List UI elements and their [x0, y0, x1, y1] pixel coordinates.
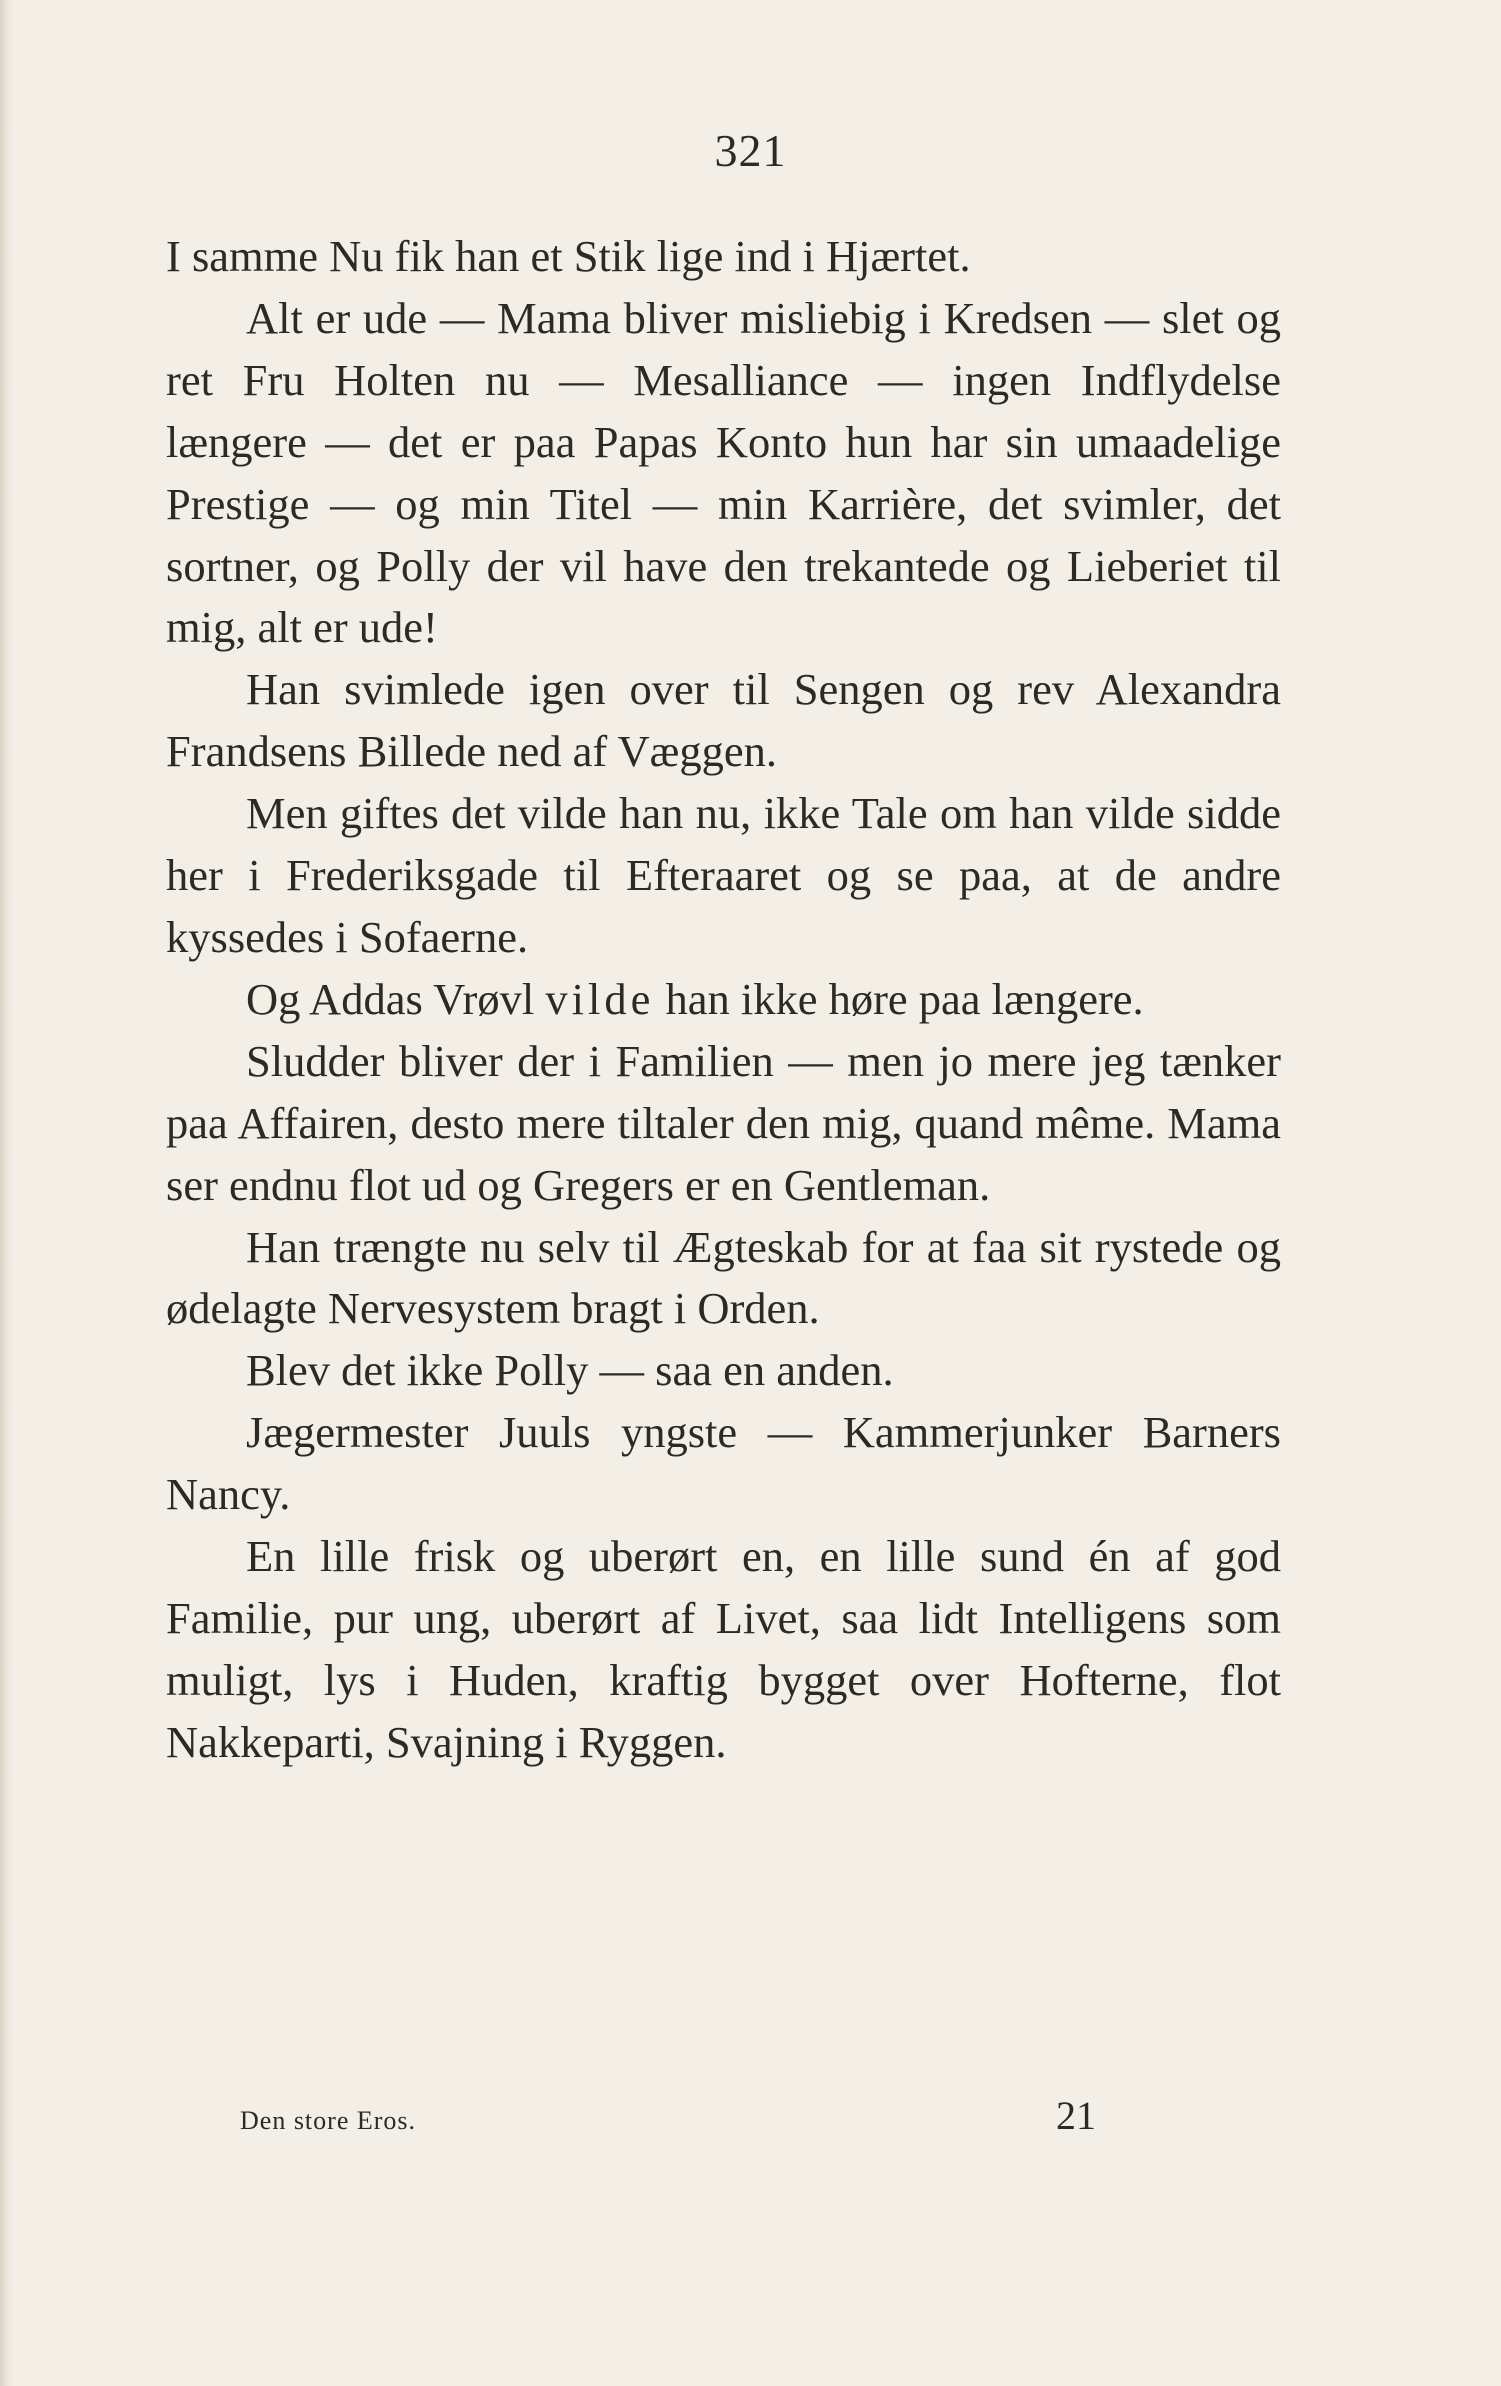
paragraph: Sludder bliver der i Familien — men jo mere jeg tænker paa Affairen, desto mere tiltaler den mig, quand même. Mama ser endnu flot ud og Gregers er en Gentleman. — [166, 1035, 1281, 1210]
paragraph: Jægermester Juuls yngste — Kammerjunker Barners Nancy. — [166, 1407, 1281, 1520]
paragraph: Blev det ikke Polly — saa en anden. — [246, 1345, 894, 1396]
emphasized-word: vilde — [545, 973, 655, 1024]
paragraph: Alt er ude — Mama bliver misliebig i Kredsen — slet og ret Fru Holten nu — Mesalliance — ingen Indflydelse længere — det er paa Papas Konto hun har sin umaadelige Prestige — og min Titel — min Karrière, det svimler, det sortner, og Polly der vil have den trekantede og Lieberiet til mig, alt er ude! — [166, 292, 1281, 653]
paragraph — [166, 969, 1281, 1031]
body-text — [166, 226, 1281, 1774]
page-edge — [0, 0, 14, 2386]
paragraph: En lille frisk og uberørt en, en lille sund én af god Familie, pur ung, uberørt af Livet, saa lidt Intelligens som muligt, lys i Huden, kraftig bygget over Hofterne, flot Nakkeparti, Svajning i Ryggen. — [166, 1531, 1281, 1767]
signature-title: Den store Eros. — [240, 2106, 417, 2135]
paragraph: Men giftes det vilde han nu, ikke Tale om han vilde sidde her i Frederiksgade til Efteraaret og se paa, at de andre kyssedes i Sofaerne. — [166, 788, 1281, 962]
page-footer — [0, 2092, 1501, 2142]
paragraph-text: han ikke høre paa længere. — [654, 973, 1144, 1024]
signature-number: 21 — [1056, 2093, 1096, 2138]
paragraph-text: Og Addas Vrøvl — [246, 973, 546, 1024]
paragraph: I samme Nu fik han et Stik lige ind i Hjærtet. — [166, 231, 971, 281]
paragraph: Han svimlede igen over til Sengen og rev Alexandra Frandsens Billede ned af Væggen. — [166, 664, 1281, 777]
page-number: 321 — [714, 125, 787, 176]
paragraph: Han trængte nu selv til Ægteskab for at faa sit rystede og ødelagte Nervesystem bragt i Orden. — [166, 1221, 1281, 1334]
